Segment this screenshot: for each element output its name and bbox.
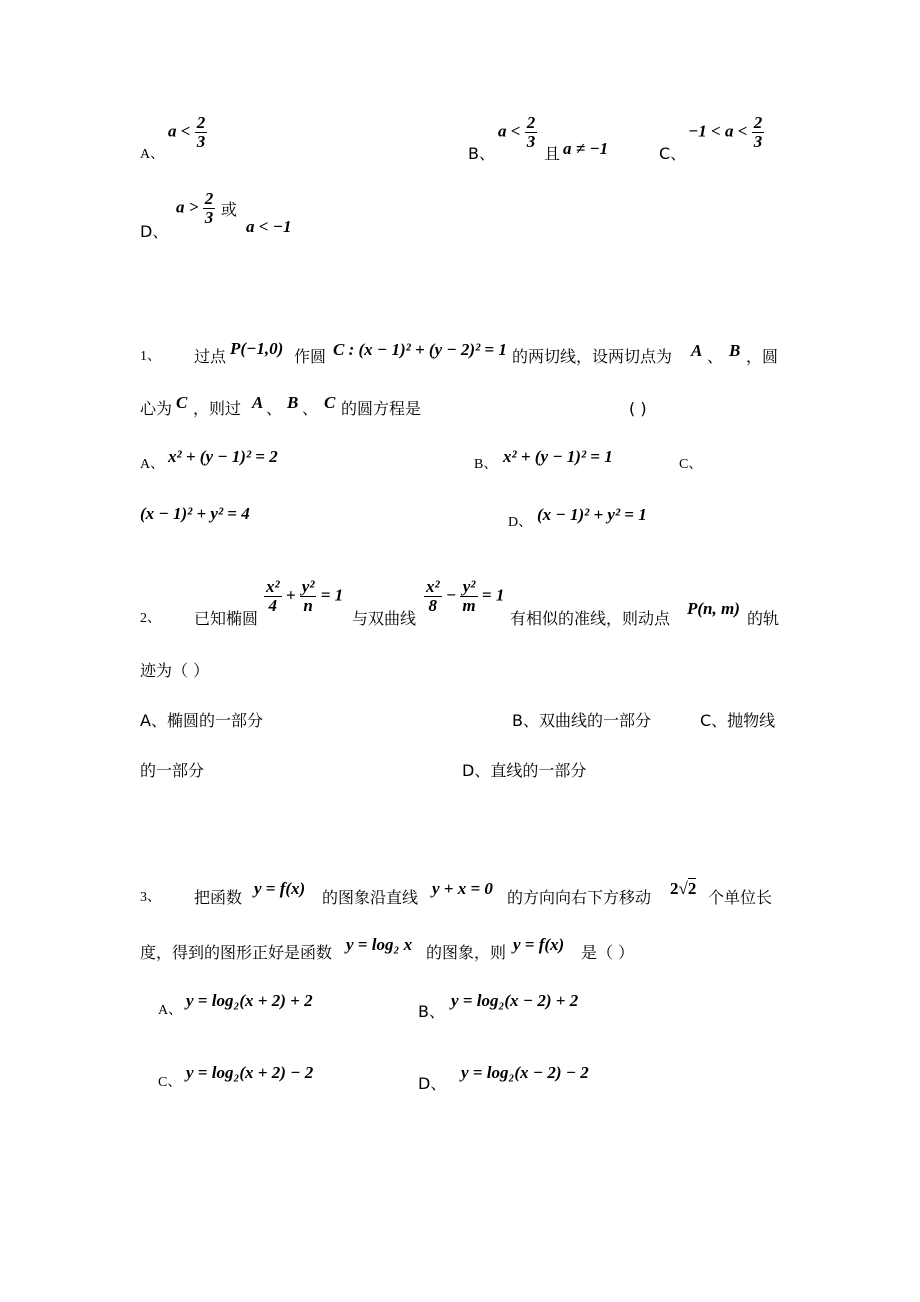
q3-function-f: y = f(x) [254,879,306,898]
q2-option-c: C、抛物线 [700,711,776,730]
q2-option-a: A、椭圆的一部分 [140,711,263,730]
q2-point-p: P(n, m) [687,599,740,618]
q1-number: 1、 [140,349,161,364]
q2-number: 2、 [140,611,161,626]
q1-point-a-2: A [252,393,264,412]
q1-text-6: ，则过 [193,399,242,418]
q1-point-b: B [729,341,741,360]
q0-option-a-expression: a < $\frac{2}{3}$ [168,113,206,151]
q2-hyperbola-equation: $\frac{\text{x²}}{8}$ − $\frac{\text{y²}}{m}$ = 1 [426,577,505,615]
q2-text-1: 已知椭圆 [194,609,259,628]
q3-option-a-label: A、 [158,1003,183,1018]
q0-option-d-extra: a < −1 [246,217,292,236]
q0-option-a-label: A、 [140,147,165,162]
q0-option-c-expression: −1 < a < $\frac{2}{3}$ [688,113,763,151]
q2-text-4: 的轨 [747,609,780,628]
q1-separator-2: 、 [266,399,283,418]
q2-text-3: 有相似的准线，则动点 [510,609,671,628]
q1-text-7: 的圆方程是 [341,399,422,418]
q2-text-2: 与双曲线 [352,609,417,628]
q0-option-b-expression: a < $\frac{2}{3}$ [498,113,536,151]
q1-point-c-2: C [324,393,336,412]
q3-function-log: y = log₂ x [346,935,413,954]
q1-text-4: ，圆 [746,347,779,366]
q3-text-4: 个单位长 [708,888,773,907]
q1-center-c: C [176,393,188,412]
q1-text-2: 作圆 [294,347,327,366]
q1-option-c-label: C、 [679,457,703,472]
q0-option-b-conjunction: 且 [544,144,561,163]
q3-option-b-expression: y = log₂(x − 2) + 2 [451,991,579,1010]
q0-option-d-expression: a > $\frac{2}{3}$ [176,189,214,227]
q1-point-a: A [691,341,703,360]
q3-text-7: 是（ ） [581,943,635,962]
q3-distance: 2√2 [670,879,697,898]
q3-number: 3、 [140,890,161,905]
q0-option-d-conjunction: 或 [221,200,238,219]
q3-text-3: 的方向向右下方移动 [507,888,652,907]
q3-option-a-expression: y = log₂(x + 2) + 2 [186,991,313,1010]
q2-option-b: B、双曲线的一部分 [512,711,651,730]
q3-text-5: 度，得到的图形正好是函数 [140,943,333,962]
q1-circle-equation: C : (x − 1)² + (y − 2)² = 1 [333,340,507,359]
q1-answer-paren: ( ) [629,399,647,418]
q3-option-c-label: C、 [158,1075,182,1090]
q1-option-d-expression: (x − 1)² + y² = 1 [537,505,647,524]
q1-text-1: 过点 [194,347,227,366]
q3-option-b-label: B、 [418,1002,445,1021]
q0-option-d-label: D、 [140,222,169,241]
q3-text-2: 的图象沿直线 [322,888,419,907]
q1-option-b-label: B、 [474,457,498,472]
q1-text-5: 心为 [140,399,173,418]
q0-option-c-label: C、 [659,144,687,163]
q1-separator: 、 [707,347,724,366]
q0-option-b-label: B、 [468,144,495,163]
q3-text-1: 把函数 [194,888,243,907]
q1-point-b-2: B [287,393,299,412]
q3-option-d-expression: y = log₂(x − 2) − 2 [461,1063,589,1082]
q3-function-f-2: y = f(x) [513,935,565,954]
q1-option-b-expression: x² + (y − 1)² = 1 [503,447,613,466]
q1-option-a-expression: x² + (y − 1)² = 2 [168,447,278,466]
q2-option-c-continued: 的一部分 [140,761,205,780]
q2-option-d: D、直线的一部分 [462,761,587,780]
q1-option-a-label: A、 [140,457,165,472]
q3-text-6: 的图象，则 [426,943,507,962]
q0-option-b-extra: a ≠ −1 [563,139,609,158]
q3-line-equation: y + x = 0 [432,879,493,898]
q1-separator-3: 、 [302,399,319,418]
q2-ellipse-equation: $\frac{\text{x²}}{4}$ + $\frac{\text{y²}}{n}$ = 1 [266,577,344,615]
q1-option-c-expression: (x − 1)² + y² = 4 [140,504,250,523]
q2-text-5: 迹为（ ） [140,661,210,680]
q3-option-c-expression: y = log₂(x + 2) − 2 [186,1063,314,1082]
q1-text-3: 的两切线，设两切点为 [512,347,673,366]
q1-option-d-label: D、 [508,515,533,530]
q1-point-p: P(−1,0) [230,339,284,358]
q3-option-d-label: D、 [418,1074,447,1093]
